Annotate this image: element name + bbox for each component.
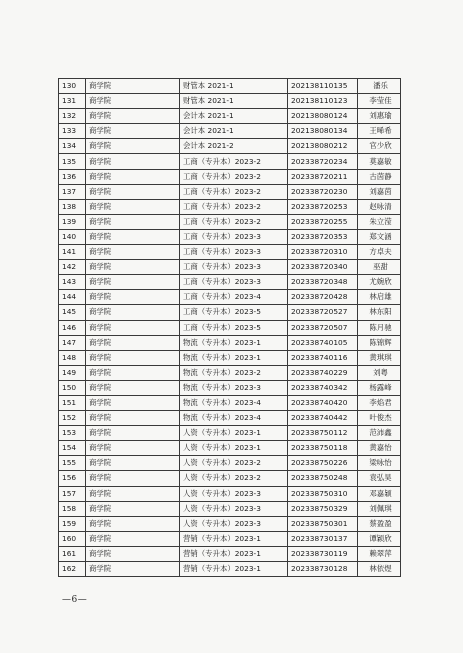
cell-student-id: 202338720255 [288, 214, 358, 229]
cell-college: 商学院 [86, 154, 180, 169]
cell-class: 物流（专升本）2023-1 [180, 335, 288, 350]
cell-row-number: 150 [59, 380, 86, 395]
cell-college: 商学院 [86, 501, 180, 516]
cell-student-id: 202338720527 [288, 305, 358, 320]
cell-class: 人资（专升本）2023-1 [180, 441, 288, 456]
table-row [59, 516, 401, 531]
table-row [59, 184, 401, 199]
table-row [59, 501, 401, 516]
cell-class: 工商（专升本）2023-2 [180, 169, 288, 184]
table-row [59, 275, 401, 290]
cell-row-number: 130 [59, 79, 86, 94]
table-row [59, 350, 401, 365]
cell-student-id: 202338740116 [288, 350, 358, 365]
cell-student-name: 郑文涵 [358, 229, 401, 244]
cell-row-number: 142 [59, 260, 86, 275]
cell-college: 商学院 [86, 562, 180, 577]
cell-student-id: 202338730128 [288, 562, 358, 577]
cell-student-name: 巫甜 [358, 260, 401, 275]
cell-student-id: 202338720507 [288, 320, 358, 335]
cell-student-id: 202338750112 [288, 426, 358, 441]
cell-student-id: 202338750226 [288, 456, 358, 471]
cell-row-number: 147 [59, 335, 86, 350]
cell-row-number: 134 [59, 139, 86, 154]
table-row [59, 395, 401, 410]
cell-student-name: 邓嘉颖 [358, 486, 401, 501]
cell-student-name: 官少欣 [358, 139, 401, 154]
cell-class: 人资（专升本）2023-2 [180, 471, 288, 486]
cell-student-id: 202338740229 [288, 365, 358, 380]
table-row [59, 169, 401, 184]
cell-student-id: 202138110135 [288, 79, 358, 94]
cell-student-id: 202338750118 [288, 441, 358, 456]
cell-college: 商学院 [86, 124, 180, 139]
cell-college: 商学院 [86, 486, 180, 501]
cell-student-id: 202138110123 [288, 94, 358, 109]
cell-class: 工商（专升本）2023-3 [180, 229, 288, 244]
cell-student-id: 202338720348 [288, 275, 358, 290]
cell-class: 工商（专升本）2023-4 [180, 290, 288, 305]
cell-college: 商学院 [86, 184, 180, 199]
cell-class: 人资（专升本）2023-3 [180, 486, 288, 501]
cell-student-id: 202338740442 [288, 411, 358, 426]
cell-college: 商学院 [86, 350, 180, 365]
table-row [59, 109, 401, 124]
cell-student-id: 202338730119 [288, 546, 358, 561]
cell-college: 商学院 [86, 245, 180, 260]
cell-class: 工商（专升本）2023-3 [180, 260, 288, 275]
cell-row-number: 154 [59, 441, 86, 456]
cell-row-number: 160 [59, 531, 86, 546]
cell-row-number: 156 [59, 471, 86, 486]
roster-table-body [59, 79, 401, 577]
cell-row-number: 135 [59, 154, 86, 169]
cell-row-number: 162 [59, 562, 86, 577]
cell-row-number: 131 [59, 94, 86, 109]
cell-row-number: 144 [59, 290, 86, 305]
cell-class: 工商（专升本）2023-5 [180, 320, 288, 335]
table-row [59, 305, 401, 320]
cell-class: 工商（专升本）2023-3 [180, 245, 288, 260]
table-row [59, 199, 401, 214]
cell-class: 物流（专升本）2023-1 [180, 350, 288, 365]
cell-college: 商学院 [86, 79, 180, 94]
cell-student-name: 朱立滢 [358, 214, 401, 229]
cell-class: 人资（专升本）2023-3 [180, 516, 288, 531]
cell-row-number: 152 [59, 411, 86, 426]
table-row [59, 380, 401, 395]
cell-college: 商学院 [86, 290, 180, 305]
table-row [59, 426, 401, 441]
cell-row-number: 146 [59, 320, 86, 335]
cell-class: 工商（专升本）2023-2 [180, 199, 288, 214]
table-row [59, 260, 401, 275]
cell-college: 商学院 [86, 471, 180, 486]
cell-class: 工商（专升本）2023-2 [180, 184, 288, 199]
cell-student-id: 202338720234 [288, 154, 358, 169]
cell-college: 商学院 [86, 380, 180, 395]
cell-student-name: 谭颖欣 [358, 531, 401, 546]
cell-college: 商学院 [86, 260, 180, 275]
cell-student-id: 202338750248 [288, 471, 358, 486]
cell-college: 商学院 [86, 531, 180, 546]
cell-class: 物流（专升本）2023-4 [180, 411, 288, 426]
cell-class: 人资（专升本）2023-2 [180, 456, 288, 471]
cell-row-number: 132 [59, 109, 86, 124]
cell-student-id: 202338750329 [288, 501, 358, 516]
cell-row-number: 137 [59, 184, 86, 199]
cell-student-id: 202338740420 [288, 395, 358, 410]
table-row [59, 214, 401, 229]
cell-student-name: 李莹佳 [358, 94, 401, 109]
cell-student-id: 202338720211 [288, 169, 358, 184]
cell-student-name: 方卓夫 [358, 245, 401, 260]
cell-class: 营销（专升本）2023-1 [180, 546, 288, 561]
cell-college: 商学院 [86, 456, 180, 471]
cell-class: 人资（专升本）2023-3 [180, 501, 288, 516]
table-row [59, 562, 401, 577]
cell-class: 物流（专升本）2023-4 [180, 395, 288, 410]
cell-student-id: 202338750301 [288, 516, 358, 531]
cell-row-number: 161 [59, 546, 86, 561]
cell-row-number: 151 [59, 395, 86, 410]
cell-class: 工商（专升本）2023-2 [180, 154, 288, 169]
cell-class: 物流（专升本）2023-2 [180, 365, 288, 380]
cell-row-number: 141 [59, 245, 86, 260]
cell-student-name: 蔡盈盈 [358, 516, 401, 531]
cell-college: 商学院 [86, 546, 180, 561]
cell-student-name: 叶俊杰 [358, 411, 401, 426]
cell-college: 商学院 [86, 395, 180, 410]
cell-student-id: 202138080134 [288, 124, 358, 139]
table-row [59, 411, 401, 426]
cell-college: 商学院 [86, 441, 180, 456]
cell-row-number: 140 [59, 229, 86, 244]
cell-college: 商学院 [86, 229, 180, 244]
table-row [59, 94, 401, 109]
table-row [59, 471, 401, 486]
cell-student-name: 李焰君 [358, 395, 401, 410]
cell-college: 商学院 [86, 516, 180, 531]
cell-college: 商学院 [86, 335, 180, 350]
cell-college: 商学院 [86, 214, 180, 229]
cell-student-name: 王晞希 [358, 124, 401, 139]
cell-class: 财管本 2021-1 [180, 79, 288, 94]
cell-class: 财管本 2021-1 [180, 94, 288, 109]
cell-student-id: 202138080212 [288, 139, 358, 154]
cell-student-id: 202138080124 [288, 109, 358, 124]
table-row [59, 320, 401, 335]
cell-row-number: 143 [59, 275, 86, 290]
cell-college: 商学院 [86, 426, 180, 441]
table-row [59, 486, 401, 501]
cell-student-id: 202338720253 [288, 199, 358, 214]
cell-student-name: 林启雄 [358, 290, 401, 305]
cell-class: 工商（专升本）2023-5 [180, 305, 288, 320]
table-row [59, 365, 401, 380]
cell-student-name: 陈月驰 [358, 320, 401, 335]
cell-student-name: 刘惠瑜 [358, 109, 401, 124]
student-roster-table [58, 78, 401, 577]
cell-row-number: 133 [59, 124, 86, 139]
cell-row-number: 158 [59, 501, 86, 516]
cell-student-name: 陈锦辉 [358, 335, 401, 350]
cell-college: 商学院 [86, 365, 180, 380]
cell-row-number: 136 [59, 169, 86, 184]
cell-college: 商学院 [86, 109, 180, 124]
cell-student-name: 莫嘉敏 [358, 154, 401, 169]
cell-college: 商学院 [86, 320, 180, 335]
table-row [59, 290, 401, 305]
cell-college: 商学院 [86, 305, 180, 320]
cell-class: 营销（专升本）2023-1 [180, 531, 288, 546]
table-row [59, 531, 401, 546]
cell-class: 会计本 2021-2 [180, 139, 288, 154]
cell-student-name: 潘乐 [358, 79, 401, 94]
cell-student-id: 202338720230 [288, 184, 358, 199]
cell-student-name: 范沛鑫 [358, 426, 401, 441]
table-row [59, 124, 401, 139]
cell-class: 会计本 2021-1 [180, 109, 288, 124]
cell-student-name: 刘嘉茵 [358, 184, 401, 199]
cell-student-id: 202338740342 [288, 380, 358, 395]
cell-student-id: 202338720340 [288, 260, 358, 275]
table-row [59, 229, 401, 244]
cell-student-name: 黄嘉怡 [358, 441, 401, 456]
cell-student-name: 赵咏清 [358, 199, 401, 214]
cell-class: 人资（专升本）2023-1 [180, 426, 288, 441]
cell-class: 营销（专升本）2023-1 [180, 562, 288, 577]
cell-student-name: 刘粤 [358, 365, 401, 380]
cell-college: 商学院 [86, 275, 180, 290]
table-row [59, 245, 401, 260]
cell-college: 商学院 [86, 94, 180, 109]
cell-college: 商学院 [86, 199, 180, 214]
cell-row-number: 149 [59, 365, 86, 380]
cell-college: 商学院 [86, 169, 180, 184]
cell-row-number: 138 [59, 199, 86, 214]
cell-student-name: 杨露峰 [358, 380, 401, 395]
cell-row-number: 148 [59, 350, 86, 365]
cell-student-name: 赖翠萍 [358, 546, 401, 561]
cell-student-name: 黄琪琪 [358, 350, 401, 365]
cell-student-name: 古茵静 [358, 169, 401, 184]
cell-student-name: 梁咏怡 [358, 456, 401, 471]
cell-row-number: 155 [59, 456, 86, 471]
cell-row-number: 145 [59, 305, 86, 320]
cell-row-number: 157 [59, 486, 86, 501]
cell-student-name: 袁弘昊 [358, 471, 401, 486]
cell-class: 会计本 2021-1 [180, 124, 288, 139]
cell-college: 商学院 [86, 139, 180, 154]
cell-row-number: 153 [59, 426, 86, 441]
cell-class: 工商（专升本）2023-3 [180, 275, 288, 290]
cell-row-number: 159 [59, 516, 86, 531]
cell-class: 物流（专升本）2023-3 [180, 380, 288, 395]
cell-row-number: 139 [59, 214, 86, 229]
table-row [59, 139, 401, 154]
cell-student-id: 202338720428 [288, 290, 358, 305]
table-row [59, 456, 401, 471]
table-row [59, 441, 401, 456]
cell-student-name: 林依煜 [358, 562, 401, 577]
cell-student-name: 尤婉欣 [358, 275, 401, 290]
table-row [59, 79, 401, 94]
cell-college: 商学院 [86, 411, 180, 426]
table-row [59, 335, 401, 350]
table-row [59, 154, 401, 169]
cell-student-id: 202338720353 [288, 229, 358, 244]
cell-student-name: 林东阳 [358, 305, 401, 320]
cell-student-id: 202338750310 [288, 486, 358, 501]
page-number: —6— [62, 595, 88, 605]
cell-student-id: 202338740105 [288, 335, 358, 350]
cell-student-id: 202338720310 [288, 245, 358, 260]
cell-class: 工商（专升本）2023-2 [180, 214, 288, 229]
cell-student-id: 202338730137 [288, 531, 358, 546]
cell-student-name: 刘佩琪 [358, 501, 401, 516]
table-row [59, 546, 401, 561]
